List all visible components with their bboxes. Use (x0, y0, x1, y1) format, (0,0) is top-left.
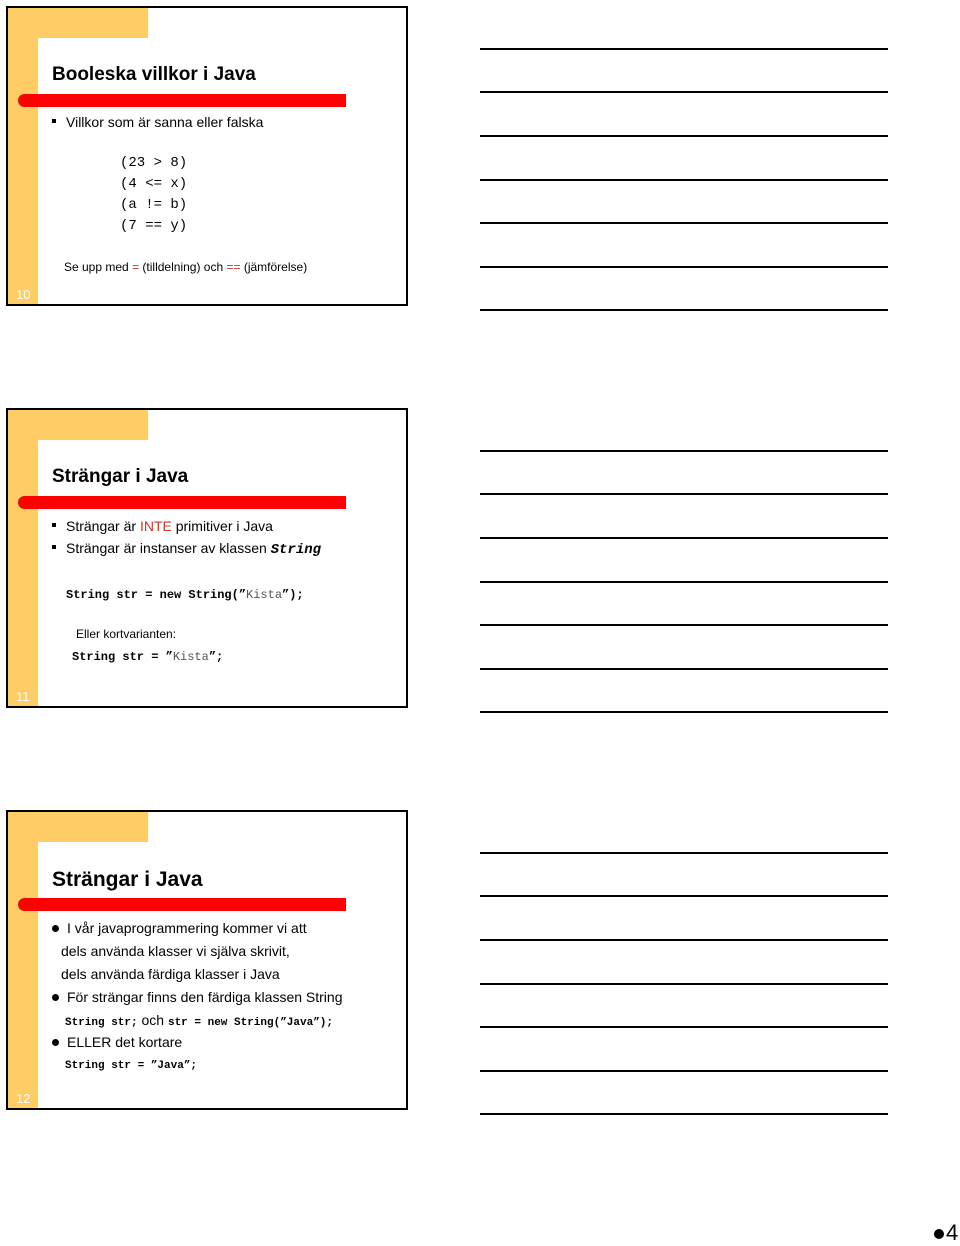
note-line (480, 1026, 888, 1028)
slide-11 (6, 408, 408, 708)
note-line (480, 309, 888, 311)
note-line (480, 493, 888, 495)
note-line (480, 222, 888, 224)
round-bullet-icon (52, 925, 59, 932)
bullet-item (52, 540, 321, 558)
slide-title: Strängar i Java (52, 466, 189, 487)
note-line (480, 895, 888, 897)
slide-decoration (8, 410, 38, 706)
bullet-text: primitiver i Java (175, 518, 273, 534)
connector-text: och (141, 1012, 165, 1028)
round-bullet-icon (52, 994, 59, 1001)
code-line (72, 650, 223, 664)
code-line: (a != b) (120, 197, 188, 213)
bullet-item (52, 518, 273, 534)
code-line (65, 1012, 333, 1029)
page-number-text: 4 (946, 1220, 959, 1245)
bullet-text: I vår javaprogrammering kommer vi att (67, 920, 307, 936)
bullet-text: ELLER det kortare (67, 1034, 183, 1050)
slide-decoration (8, 812, 38, 1108)
code-line (66, 588, 304, 602)
highlight-text: INTE (139, 518, 172, 534)
bullet-text: För strängar finns den färdiga klassen String (67, 989, 343, 1005)
slide-number: 10 (16, 287, 31, 302)
string-literal: Kista (246, 588, 283, 602)
note-part: Se upp med (64, 260, 129, 274)
note-line (480, 450, 888, 452)
square-bullet-icon (52, 523, 56, 527)
title-underline-bar (18, 94, 346, 107)
bullet-continuation: dels använda klasser vi själva skrivit, (61, 943, 290, 959)
note-line (480, 179, 888, 181)
note-line (480, 668, 888, 670)
bullet-text: Strängar är (66, 518, 137, 534)
bullet-continuation: dels använda färdiga klasser i Java (61, 966, 280, 982)
code-line: (4 <= x) (120, 176, 188, 192)
bullet-text: Strängar är instanser av klassen (66, 540, 267, 556)
slide-title: Strängar i Java (52, 868, 203, 891)
note-line (480, 939, 888, 941)
note-line (480, 91, 888, 93)
note-line (480, 266, 888, 268)
note-line (480, 135, 888, 137)
alt-text: Eller kortvarianten: (76, 627, 177, 641)
slide-12 (6, 810, 408, 1110)
slide-number: 11 (16, 689, 30, 704)
code-part: ”; (208, 650, 224, 664)
note-line (480, 1113, 888, 1115)
note-line (480, 1070, 888, 1072)
code-part: String str; (65, 1017, 138, 1029)
slide-title: Booleska villkor i Java (52, 64, 256, 85)
slide-decoration (8, 8, 38, 304)
code-part: String str = new String(” (66, 588, 247, 602)
compare-operator: == (226, 260, 241, 274)
page-number (934, 1220, 958, 1246)
slide-10 (6, 6, 408, 306)
note-line (480, 852, 888, 854)
note-part: (tilldelning) och (142, 260, 224, 274)
note-part: (jämförelse) (243, 260, 308, 274)
note-line (480, 581, 888, 583)
code-part: ”); (282, 588, 304, 602)
bullet-item (52, 920, 307, 936)
string-literal: Kista (172, 650, 209, 664)
note-line (480, 537, 888, 539)
code-part: String str = ” (72, 650, 173, 664)
square-bullet-icon (52, 545, 56, 549)
code-line: (7 == y) (120, 218, 188, 234)
bullet-item (52, 114, 263, 130)
round-bullet-icon (52, 1039, 59, 1046)
code-line: (23 > 8) (120, 155, 188, 171)
title-underline-bar (18, 898, 346, 911)
class-name: String (270, 542, 322, 558)
page-dot-icon (934, 1229, 944, 1239)
bullet-item (52, 989, 342, 1005)
note-line (480, 624, 888, 626)
note-line (480, 48, 888, 50)
note-line (480, 711, 888, 713)
bullet-item (52, 1034, 182, 1050)
square-bullet-icon (52, 119, 56, 123)
note-text (64, 260, 307, 274)
note-line (480, 983, 888, 985)
code-part: str = new String(”Java”); (167, 1017, 334, 1029)
code-line: String str = ”Java”; (65, 1060, 198, 1072)
slide-number: 12 (16, 1091, 31, 1106)
bullet-text: Villkor som är sanna eller falska (66, 114, 264, 130)
title-underline-bar (18, 496, 346, 509)
assign-operator: = (132, 260, 140, 274)
